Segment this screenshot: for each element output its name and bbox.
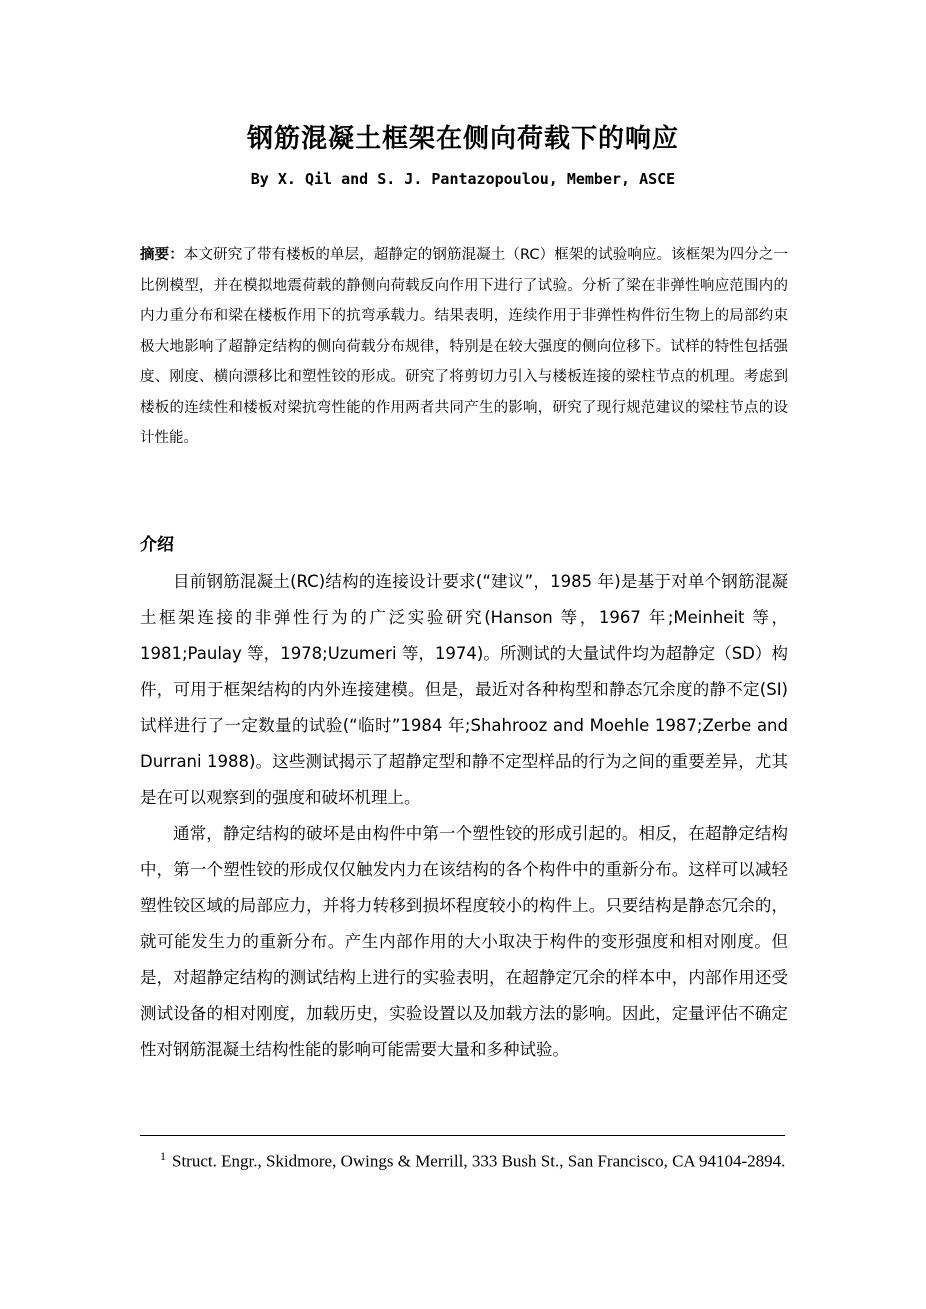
footnote xyxy=(140,1144,788,1174)
paper-title: 钢筋混凝土框架在侧向荷载下的响应 xyxy=(246,124,679,154)
introduction-paragraph-2: 通常，静定结构的破坏是由构件中第一个塑性铰的形成引起的。相反，在超静定结构中，第一个塑性铰的形成仅仅触发内力在该结构的各个构件中的重新分布。这样可以减轻塑性铰区域的局部应力，并将力转移到损坏程度较小的构件上。只要结构是静态冗余的，就可能发生力的重新分布。产生内部作用的大小取决于构件的变形强度和相对刚度。但是，对超静定结构的测试结构上进行的实验表明，在超静定冗余的样本中，内部作用还受测试设备的相对刚度，加载历史，实验设置以及加载方法的影响。因此，定量评估不确定性对钢筋混凝土结构性能的影响可能需要大量和多种试验。 xyxy=(140,824,788,1059)
author-line: By X. Qil and S. J. Pantazopoulou, Member, ASCE xyxy=(250,170,676,188)
introduction-body xyxy=(140,564,788,1068)
footnote-text: Struct. Engr., Skidmore, Owings & Merrill, 333 Bush St., San Francisco, CA 94104-2894. xyxy=(172,1151,786,1171)
abstract-text: 本文研究了带有楼板的单层，超静定的钢筋混凝土（RC）框架的试验响应。该框架为四分之一比例模型，并在模拟地震荷载的静侧向荷载反向作用下进行了试验。分析了梁在非弹性响应范围内的内力重分布和梁在楼板作用下的抗弯承载力。结果表明，连续作用于非弹性构件衍生物上的局部约束极大地影响了超静定结构的侧向荷载分布规律，特别是在较大强度的侧向位移下。试样的特性包括强度、刚度、横向漂移比和塑性铰的形成。研究了将剪切力引入与楼板连接的梁柱节点的机理。考虑到楼板的连续性和楼板对梁抗弯性能的作用两者共同产生的影响，研究了现行规范建议的梁柱节点的设计性能。 xyxy=(140,247,788,446)
footnote-mark: 1 xyxy=(160,1149,166,1163)
abstract-label: 摘要： xyxy=(140,247,184,263)
abstract-block xyxy=(140,240,788,454)
footnote-divider xyxy=(140,1135,785,1136)
section-heading-introduction: 介绍 xyxy=(140,535,174,555)
introduction-paragraph-1: 目前钢筋混凝土(RC)结构的连接设计要求(“建议”，1985 年)是基于对单个钢筋混凝土框架连接的非弹性行为的广泛实验研究(Hanson 等，1967 年;Meinheit 等，1981;Paulay 等，1978;Uzumeri 等，1974)。所测试的大量试件均为超静定（SD）构件，可用于框架结构的内外连接建模。但是，最近对各种构型和静态冗余度的静不定(SI)试样进行了一定数量的试验(“临时”1984 年;Shahrooz and Moehle 1987;Zerbe and Durrani 1988)。这些测试揭示了超静定型和静不定型样品的行为之间的重要差异，尤其是在可以观察到的强度和破坏机理上。 xyxy=(140,572,788,807)
